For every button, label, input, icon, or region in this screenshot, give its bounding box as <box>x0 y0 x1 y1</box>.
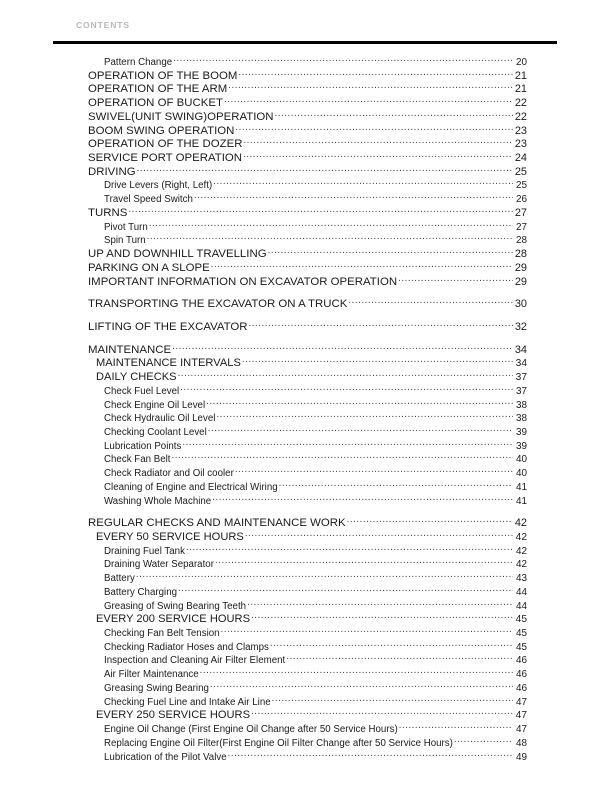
toc-leader-dots <box>182 438 513 449</box>
page-header-label: CONTENTS <box>76 20 130 30</box>
toc-leader-dots <box>210 680 513 691</box>
toc-entry[interactable] <box>0 694 611 708</box>
toc-entry[interactable] <box>0 652 611 666</box>
toc-entry-page-number: 37 <box>515 372 527 384</box>
toc-entry-page-number: 45 <box>515 614 527 626</box>
toc-entry-page-number: 43 <box>516 573 527 585</box>
toc-entry[interactable] <box>0 369 611 383</box>
toc-entry-page-number: 41 <box>516 495 527 507</box>
toc-entry-title: Check Engine Oil Level <box>104 399 206 411</box>
toc-entry-title: REGULAR CHECKS AND MAINTENANCE WORK <box>88 517 346 530</box>
toc-leader-dots <box>249 319 513 330</box>
toc-leader-dots <box>172 451 513 462</box>
toc-leader-dots <box>251 707 513 718</box>
toc-entry-page-number: 47 <box>516 696 527 708</box>
toc-entry[interactable] <box>0 397 611 411</box>
toc-entry[interactable] <box>0 342 611 356</box>
toc-leader-dots <box>243 150 513 161</box>
toc-entry-page-number: 39 <box>516 440 527 452</box>
toc-entry[interactable] <box>0 529 611 543</box>
toc-entry[interactable] <box>0 680 611 694</box>
toc-leader-dots <box>212 493 513 504</box>
toc-entry[interactable] <box>0 749 611 763</box>
toc-entry[interactable] <box>0 68 611 82</box>
toc-entry-title: IMPORTANT INFORMATION ON EXCAVATOR OPERATION <box>88 275 398 288</box>
toc-entry[interactable] <box>0 735 611 749</box>
toc-entry-title: OPERATION OF THE ARM <box>88 83 228 96</box>
toc-entry[interactable] <box>0 410 611 424</box>
toc-entry-title: Check Fan Belt <box>104 454 171 466</box>
toc-entry-title: Pattern Change <box>104 57 173 68</box>
toc-entry-page-number: 20 <box>516 57 527 68</box>
toc-entry-title: Greasing of Swing Bearing Teeth <box>104 600 247 612</box>
toc-entry-title: MAINTENANCE <box>88 343 172 356</box>
toc-entry[interactable] <box>0 666 611 680</box>
toc-entry[interactable] <box>0 274 611 288</box>
toc-entry[interactable] <box>0 639 611 653</box>
toc-entry-page-number: 23 <box>514 124 527 137</box>
toc-entry-page-number: 49 <box>516 751 527 763</box>
toc-leader-dots <box>186 543 513 554</box>
toc-leader-dots <box>215 556 513 567</box>
toc-entry-page-number: 41 <box>516 481 527 493</box>
toc-leader-dots <box>286 652 513 663</box>
toc-leader-dots <box>172 342 513 353</box>
toc-leader-dots <box>178 584 513 595</box>
toc-entry-title: EVERY 200 SERVICE HOURS <box>96 613 250 626</box>
toc-entry-title: Replacing Engine Oil Filter(First Engine Oil Filter Change after 50 Service Hours) <box>104 737 453 749</box>
toc-leader-dots <box>399 721 513 732</box>
toc-entry-page-number: 24 <box>514 152 527 165</box>
toc-entry-page-number: 21 <box>514 83 527 96</box>
toc-leader-dots <box>216 410 513 421</box>
toc-leader-dots <box>245 529 513 540</box>
toc-entry-page-number: 40 <box>516 468 527 480</box>
toc-leader-dots <box>235 465 513 476</box>
toc-leader-dots <box>194 191 513 202</box>
toc-entry[interactable] <box>0 556 611 570</box>
toc-leader-dots <box>206 397 513 408</box>
toc-entry-page-number: 38 <box>516 413 527 425</box>
toc-entry[interactable] <box>0 355 611 369</box>
toc-entry[interactable] <box>0 123 611 137</box>
toc-entry-page-number: 34 <box>514 343 527 356</box>
toc-entry[interactable] <box>0 54 611 68</box>
header-divider <box>53 41 557 44</box>
toc-entry-page-number: 42 <box>516 545 527 557</box>
toc-entry[interactable] <box>0 81 611 95</box>
toc-entry-title: Check Radiator and Oil cooler <box>104 468 234 480</box>
toc-entry[interactable] <box>0 424 611 438</box>
toc-entry-title: Checking Coolant Level <box>104 426 207 438</box>
toc-entry-title: Lubrication Points <box>104 440 182 452</box>
toc-entry-title: Spin Turn <box>104 235 146 247</box>
toc-entry[interactable] <box>0 707 611 721</box>
toc-entry-page-number: 30 <box>514 298 527 311</box>
toc-entry-title: MAINTENANCE INTERVALS <box>96 357 241 370</box>
toc-entry-title: TRANSPORTING THE EXCAVATOR ON A TRUCK <box>88 298 348 311</box>
toc-leader-dots <box>208 424 513 435</box>
toc-entry[interactable] <box>0 465 611 479</box>
toc-entry-title: Engine Oil Change (First Engine Oil Change after 50 Service Hours) <box>104 724 398 736</box>
toc-entry-page-number: 42 <box>516 559 527 571</box>
toc-leader-dots <box>398 274 513 285</box>
toc-leader-dots <box>221 625 513 636</box>
toc-leader-dots <box>136 570 513 581</box>
table-of-contents <box>0 54 611 762</box>
toc-entry[interactable] <box>0 451 611 465</box>
toc-leader-dots <box>272 694 513 705</box>
toc-entry-title: OPERATION OF THE DOZER <box>88 138 243 151</box>
toc-entry[interactable] <box>0 543 611 557</box>
toc-entry[interactable] <box>0 109 611 123</box>
toc-entry-page-number: 34 <box>515 358 527 370</box>
toc-entry-title: DRIVING <box>88 165 136 178</box>
toc-entry-page-number: 32 <box>514 320 527 333</box>
toc-leader-dots <box>149 219 513 230</box>
toc-leader-dots <box>348 296 513 307</box>
toc-entry-page-number: 28 <box>514 248 527 261</box>
toc-leader-dots <box>238 68 513 79</box>
toc-entry-title: Draining Fuel Tank <box>104 545 185 557</box>
toc-entry[interactable] <box>0 205 611 219</box>
toc-entry[interactable] <box>0 611 611 625</box>
toc-entry[interactable] <box>0 260 611 274</box>
toc-entry[interactable] <box>0 479 611 493</box>
toc-entry-title: Checking Fan Belt Tension <box>104 628 220 640</box>
toc-leader-dots <box>235 123 513 134</box>
toc-entry-title: DAILY CHECKS <box>96 371 177 384</box>
toc-entry-title: TURNS <box>88 206 128 219</box>
toc-entry-page-number: 46 <box>516 655 527 667</box>
toc-leader-dots <box>178 369 513 380</box>
toc-entry-title: LIFTING OF THE EXCAVATOR <box>88 320 248 333</box>
toc-entry-page-number: 46 <box>516 682 527 694</box>
toc-entry[interactable] <box>0 598 611 612</box>
toc-entry-page-number: 44 <box>516 586 527 598</box>
toc-entry[interactable] <box>0 191 611 205</box>
toc-entry[interactable] <box>0 383 611 397</box>
toc-entry-title: SERVICE PORT OPERATION <box>88 152 243 165</box>
toc-entry-title: Greasing Swing Bearing <box>104 682 209 694</box>
toc-leader-dots <box>228 749 513 760</box>
toc-entry-title: Draining Water Separator <box>104 559 214 571</box>
toc-entry-page-number: 29 <box>514 275 527 288</box>
toc-entry[interactable] <box>0 584 611 598</box>
toc-entry-title: Air Filter Maintenance <box>104 669 199 681</box>
toc-entry-title: Checking Radiator Hoses and Clamps <box>104 641 269 653</box>
toc-entry-title: Lubrication of the Pilot Valve <box>104 751 227 763</box>
toc-entry[interactable] <box>0 136 611 150</box>
toc-entry-page-number: 25 <box>516 180 527 192</box>
toc-entry-title: Inspection and Cleaning Air Filter Element <box>104 655 286 667</box>
toc-entry-title: Battery Charging <box>104 586 178 598</box>
toc-entry-page-number: 42 <box>515 532 527 543</box>
toc-leader-dots <box>268 246 513 257</box>
toc-leader-dots <box>279 479 513 490</box>
toc-entry[interactable] <box>0 493 611 507</box>
toc-entry-page-number: 29 <box>514 261 527 274</box>
toc-leader-dots <box>251 611 513 622</box>
toc-entry[interactable] <box>0 319 611 333</box>
toc-entry-title: OPERATION OF BUCKET <box>88 97 223 110</box>
toc-entry[interactable] <box>0 232 611 246</box>
toc-entry[interactable] <box>0 296 611 310</box>
toc-entry-title: Drive Levers (Right, Left) <box>104 180 213 192</box>
toc-entry[interactable] <box>0 438 611 452</box>
toc-leader-dots <box>147 232 513 243</box>
toc-entry-page-number: 37 <box>516 385 527 397</box>
toc-entry-title: Cleaning of Engine and Electrical Wiring <box>104 481 278 493</box>
toc-entry[interactable] <box>0 219 611 233</box>
toc-entry-title: Battery <box>104 573 135 585</box>
toc-leader-dots <box>137 164 513 175</box>
toc-leader-dots <box>242 355 513 366</box>
toc-entry[interactable] <box>0 246 611 260</box>
toc-leader-dots <box>228 81 513 92</box>
toc-leader-dots <box>454 735 513 746</box>
toc-entry[interactable] <box>0 150 611 164</box>
toc-entry[interactable] <box>0 177 611 191</box>
toc-entry-title: OPERATION OF THE BOOM <box>88 69 238 82</box>
toc-leader-dots <box>211 260 513 271</box>
toc-entry-page-number: 27 <box>514 206 527 219</box>
toc-leader-dots <box>243 136 513 147</box>
toc-entry-title: EVERY 250 SERVICE HOURS <box>96 709 250 722</box>
toc-entry[interactable] <box>0 625 611 639</box>
toc-entry-page-number: 45 <box>516 641 527 653</box>
toc-entry-page-number: 26 <box>516 194 527 206</box>
toc-leader-dots <box>213 177 513 188</box>
toc-entry-title: Pivot Turn <box>104 221 148 233</box>
toc-entry-page-number: 27 <box>516 221 527 233</box>
toc-leader-dots <box>275 109 513 120</box>
toc-entry-page-number: 23 <box>514 138 527 151</box>
toc-leader-dots <box>180 383 513 394</box>
toc-entry-page-number: 44 <box>516 600 527 612</box>
toc-leader-dots <box>224 95 513 106</box>
toc-entry-page-number: 38 <box>516 399 527 411</box>
toc-entry-page-number: 40 <box>516 454 527 466</box>
toc-entry-title: EVERY 50 SERVICE HOURS <box>96 531 244 543</box>
toc-entry-page-number: 47 <box>516 724 527 736</box>
toc-entry-page-number: 47 <box>515 710 527 722</box>
toc-leader-dots <box>173 54 513 65</box>
toc-entry-page-number: 22 <box>514 110 527 123</box>
toc-leader-dots <box>247 598 513 609</box>
toc-leader-dots <box>128 205 513 216</box>
toc-entry-page-number: 22 <box>514 97 527 110</box>
toc-entry[interactable] <box>0 515 611 529</box>
toc-entry-title: SWIVEL(UNIT SWING)OPERATION <box>88 110 274 123</box>
toc-entry[interactable] <box>0 721 611 735</box>
toc-leader-dots <box>200 666 513 677</box>
toc-entry-title: PARKING ON A SLOPE <box>88 261 210 274</box>
toc-entry-page-number: 39 <box>516 426 527 438</box>
toc-entry-title: Check Hydraulic Oil Level <box>104 413 216 425</box>
toc-entry-title: UP AND DOWNHILL TRAVELLING <box>88 248 267 261</box>
toc-entry-page-number: 45 <box>516 628 527 640</box>
toc-entry[interactable] <box>0 164 611 178</box>
toc-entry-page-number: 25 <box>514 165 527 178</box>
toc-entry-page-number: 48 <box>516 737 527 749</box>
toc-entry-page-number: 42 <box>514 517 527 530</box>
toc-leader-dots <box>347 515 513 526</box>
toc-entry-title: BOOM SWING OPERATION <box>88 124 235 137</box>
toc-entry-title: Checking Fuel Line and Intake Air Line <box>104 696 271 708</box>
toc-entry-title: Travel Speed Switch <box>104 194 193 206</box>
toc-entry-page-number: 46 <box>516 669 527 681</box>
toc-leader-dots <box>270 639 513 650</box>
toc-entry[interactable] <box>0 570 611 584</box>
toc-entry-title: Washing Whole Machine <box>104 495 212 507</box>
toc-entry-page-number: 21 <box>514 69 527 82</box>
toc-entry[interactable] <box>0 95 611 109</box>
toc-entry-title: Check Fuel Level <box>104 385 180 397</box>
toc-entry-page-number: 28 <box>516 235 527 247</box>
